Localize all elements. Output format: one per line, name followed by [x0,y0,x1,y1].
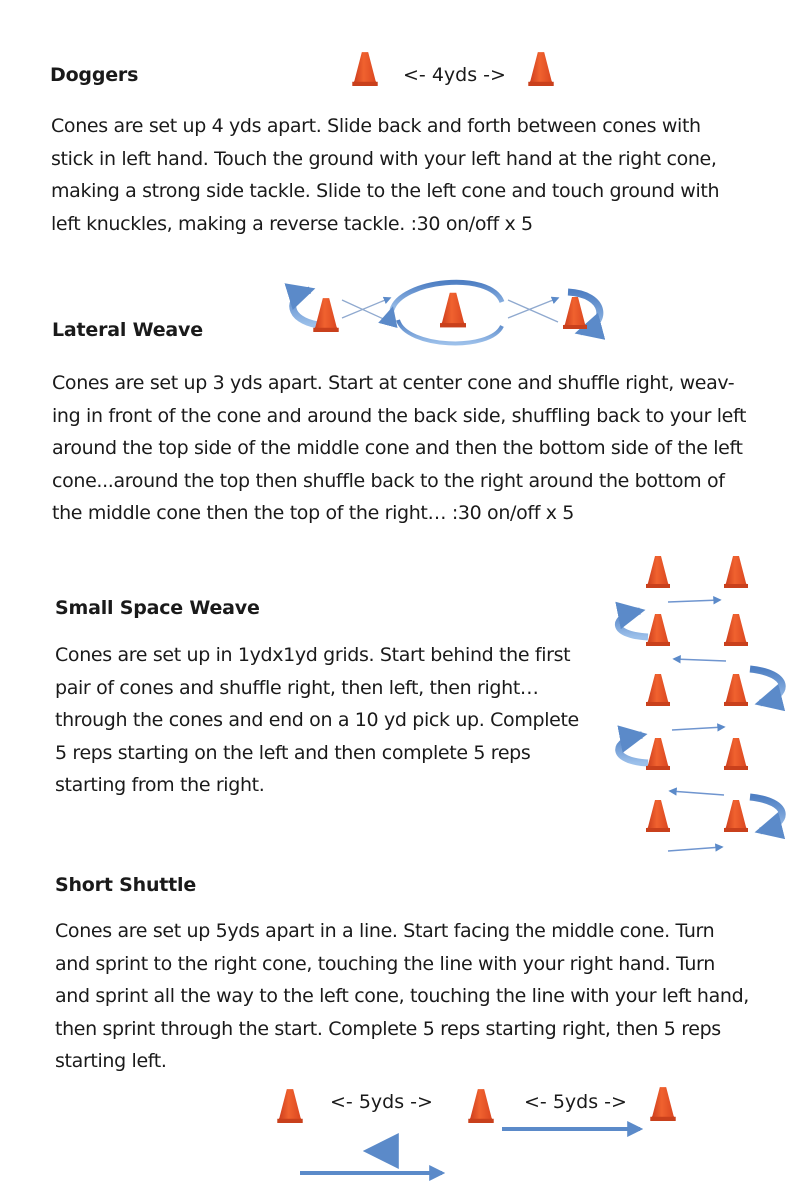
small-space-weave-body [55,639,579,802]
doggers-line: stick in left hand. Touch the ground with your left hand at the right cone, [51,147,717,170]
small-space-weave-line: Cones are set up in 1ydx1yd grids. Start behind the first [55,644,571,666]
cone-icon [724,556,748,588]
doggers-line: left knuckles, making a reverse tackle. :30 on/off x 5 [51,212,533,235]
small-space-weave-line: starting from the right. [55,774,265,796]
short-shuttle-arrows [290,1115,660,1185]
small-space-weave-line: pair of cones and shuffle right, then left, then right… [55,676,539,699]
cone-icon [646,614,670,646]
small-space-weave-line: through the cones and end on a 10 yd pick up. Complete [55,709,579,731]
straight-arrow-icon [670,791,724,795]
doggers-line: Cones are set up 4 yds apart. Slide back and forth between cones with [51,115,701,137]
short-shuttle-title: Short Shuttle [55,874,197,896]
short-shuttle-left-distance-label: <- 5yds -> [330,1091,433,1113]
small-space-weave-diagram [600,545,800,860]
lateral-weave-line: Cones are set up 3 yds apart. Start at center cone and shuffle right, weav- [52,372,735,394]
short-shuttle-line: Cones are set up 5yds apart in a line. Start facing the middle cone. Turn [55,920,715,942]
small-space-weave-line: 5 reps starting on the left and then complete 5 reps [55,741,531,764]
straight-arrow-icon [674,659,726,661]
cone-icon [646,674,670,706]
straight-arrow-icon [672,727,724,730]
cone-icon [646,556,670,588]
cone-icon [724,614,748,646]
curved-arrow-icon [618,611,648,637]
lateral-weave-line: cone...around the top then shuffle back to the right around the bottom of [52,469,725,492]
cone-icon [646,800,670,832]
short-shuttle-line: starting left. [55,1050,167,1072]
short-shuttle-right-distance-label: <- 5yds -> [524,1091,627,1113]
lateral-weave-body [52,367,746,530]
lateral-weave-line: ing in front of the cone and around the back side, shuffling back to your left [52,404,747,427]
short-shuttle-line: then sprint through the start. Complete 5 reps starting right, then 5 reps [55,1017,721,1040]
cone-icon [724,738,748,770]
curved-arrow-icon [750,669,782,703]
cone-icon [528,50,554,86]
curved-arrow-icon [293,290,318,325]
small-space-weave-title: Small Space Weave [55,597,260,619]
curved-arrow-icon [750,797,782,831]
cone-icon [563,297,587,329]
short-shuttle-line: and sprint to the right cone, touching the line with your right hand. Turn [55,952,715,975]
cone-icon [646,738,670,770]
cone-icon [352,50,378,86]
doggers-body [51,110,719,240]
doggers-distance-label: <- 4yds -> [403,64,506,86]
doggers-title: Doggers [50,64,139,86]
straight-arrow-icon [668,600,720,602]
doggers-line: making a strong side tackle. Slide to the left cone and touch ground with [51,180,720,202]
cone-icon [313,298,338,332]
cone-icon [724,674,748,706]
lateral-weave-title: Lateral Weave [52,319,203,341]
lateral-weave-diagram [280,270,620,360]
short-shuttle-body [55,915,749,1078]
cone-icon [724,800,748,832]
curved-arrow-icon [619,735,648,763]
lateral-weave-line: around the top side of the middle cone and then the bottom side of the left [52,437,743,459]
cone-icon [440,293,466,328]
straight-arrow-icon [668,847,722,851]
lateral-weave-line: the middle cone then the top of the right… :30 on/off x 5 [52,502,575,524]
short-shuttle-line: and sprint all the way to the left cone, touching the line with your left hand, [55,985,749,1007]
